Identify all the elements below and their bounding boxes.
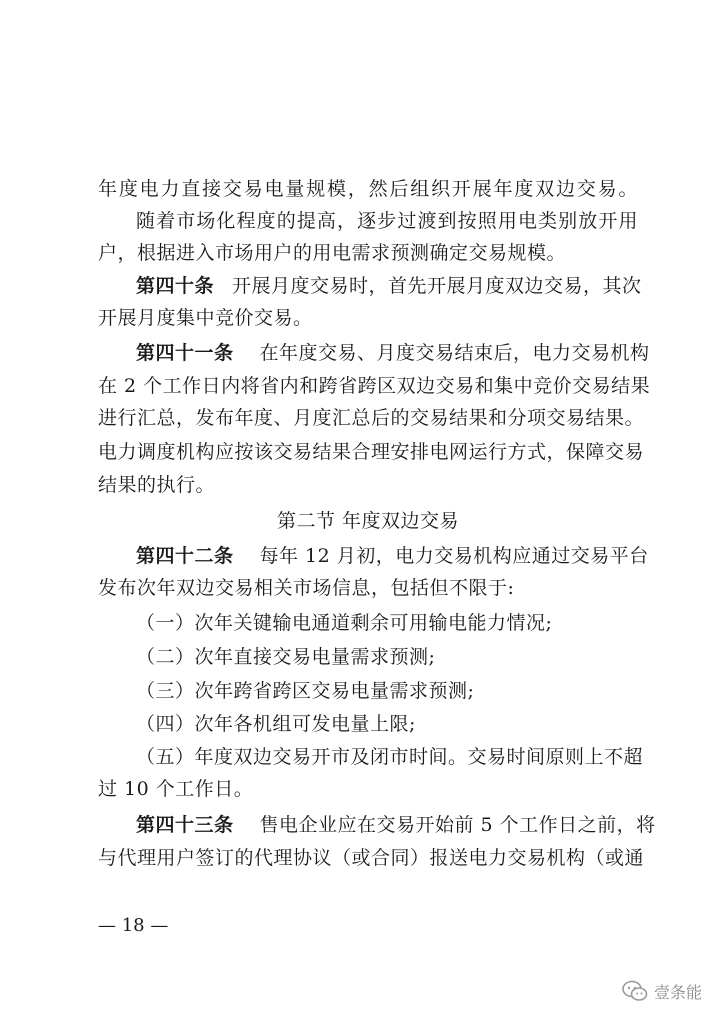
paragraph-line: 开展月度集中竞价交易。 — [98, 307, 313, 329]
article-41-text: 在年度交易、月度交易结束后，电力交易机构 — [259, 342, 650, 364]
paragraph-line: 结果的执行。 — [98, 474, 216, 496]
article-40-line — [136, 273, 642, 299]
paragraph-line: 过 10 个工作日。 — [98, 778, 254, 800]
list-item: （五）年度双边交易开市及闭市时间。交易时间原则上不超 — [136, 746, 644, 768]
list-item: （四）次年各机组可发电量上限; — [136, 713, 416, 735]
article-42-line — [136, 543, 649, 569]
watermark — [622, 978, 702, 1004]
article-40-text: 开展月度交易时，首先开展月度双边交易，其次 — [232, 275, 642, 297]
section-title: 第二节 年度双边交易 — [276, 510, 460, 532]
wechat-icon — [622, 980, 648, 1002]
watermark-text: 壹条能 — [654, 982, 703, 1002]
paragraph-line: 电力调度机构应按该交易结果合理安排电网运行方式，保障交易 — [98, 441, 645, 463]
paragraph-line: 户，根据进入市场用户的用电需求预测确定交易规模。 — [98, 242, 567, 264]
paragraph-line: 与代理用户签订的代理协议（或合同）报送电力交易机构（或通 — [98, 847, 645, 869]
list-item: （一）次年关键输电通道剩余可用输电能力情况; — [136, 612, 553, 634]
article-43-heading: 第四十三条 — [136, 814, 234, 836]
paragraph-line: 进行汇总，发布年度、月度汇总后的交易结果和分项交易结果。 — [98, 407, 645, 429]
page-number: — 18 — — [98, 915, 169, 936]
article-43-text: 售电企业应在交易开始前 5 个工作日之前，将 — [259, 814, 656, 836]
list-item: （三）次年跨省跨区交易电量需求预测; — [136, 680, 475, 702]
list-item: （二）次年直接交易电量需求预测; — [136, 646, 436, 668]
paragraph-line: 在 2 个工作日内将省内和跨省跨区双边交易和集中竞价交易结果 — [98, 375, 651, 397]
paragraph-line: 年度电力直接交易电量规模，然后组织开展年度双边交易。 — [98, 178, 638, 200]
article-43-line — [136, 812, 656, 838]
paragraph-line: 发布次年双边交易相关市场信息，包括但不限于: — [98, 577, 515, 599]
article-42-text: 每年 12 月初，电力交易机构应通过交易平台 — [259, 545, 649, 567]
article-41-line — [136, 340, 650, 366]
article-42-heading: 第四十二条 — [136, 545, 234, 567]
article-40-heading: 第四十条 — [136, 275, 215, 297]
paragraph-line: 随着市场化程度的提高，逐步过渡到按照用电类别放开用 — [136, 210, 638, 232]
article-41-heading: 第四十一条 — [136, 342, 234, 364]
